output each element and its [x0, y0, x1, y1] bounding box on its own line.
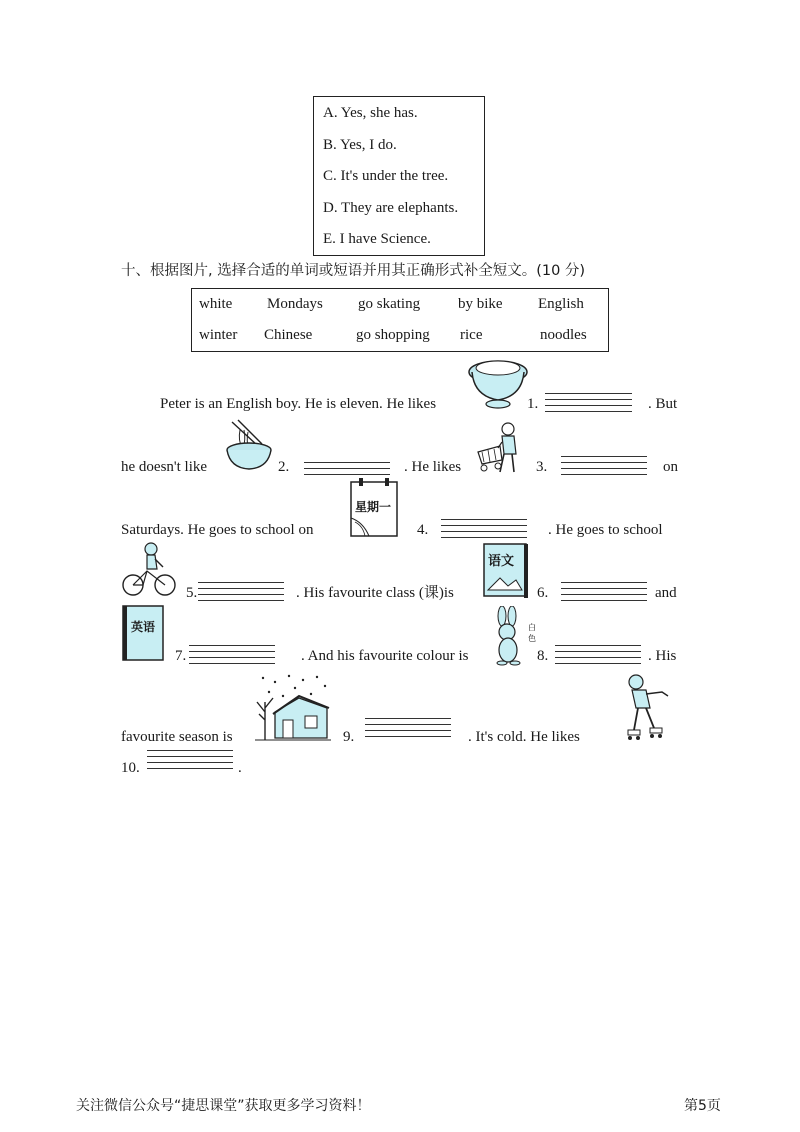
passage-line-6: favourite season is: [121, 729, 233, 745]
winter-house-icon: [255, 672, 331, 744]
rice-bowl-icon: [466, 356, 530, 412]
passage-line-5-end: . His: [648, 648, 677, 664]
english-book-icon: [121, 604, 167, 662]
answer-blank-5[interactable]: [198, 582, 284, 606]
number-7: 7.: [175, 648, 187, 664]
number-3: 3.: [536, 459, 548, 475]
word-english: English: [538, 296, 584, 312]
word-mondays: Mondays: [267, 296, 323, 312]
noodles-bowl-icon: [224, 416, 274, 472]
answer-blank-1[interactable]: [545, 393, 632, 417]
bike-rider-icon: [121, 541, 177, 599]
word-winter: winter: [199, 327, 238, 343]
passage-line-3-end: . He goes to school: [548, 522, 663, 538]
answer-blank-4[interactable]: [441, 519, 527, 543]
chinese-book-label: 语文: [488, 554, 515, 569]
number-6: 6.: [537, 585, 549, 601]
number-5: 5.: [186, 585, 198, 601]
answer-blank-6[interactable]: [561, 582, 647, 606]
number-9: 9.: [343, 729, 355, 745]
answer-blank-9[interactable]: [365, 718, 451, 742]
rabbit-color-label: 白色: [528, 623, 536, 643]
word-go-shopping: go shopping: [356, 327, 430, 343]
answer-blank-10[interactable]: [147, 750, 233, 774]
chinese-book-icon: [482, 542, 530, 600]
option-c: C. It's under the tree.: [323, 168, 449, 184]
word-chinese: Chinese: [264, 327, 313, 343]
skating-boy-icon: [624, 672, 674, 744]
number-4: 4.: [417, 522, 429, 538]
answer-blank-7[interactable]: [189, 645, 275, 669]
word-rice: rice: [460, 327, 483, 343]
calendar-monday-icon: [349, 478, 401, 538]
number-8: 8.: [537, 648, 549, 664]
word-go-skating: go skating: [358, 296, 421, 312]
passage-line-5-mid: . And his favourite colour is: [301, 648, 469, 664]
passage-line-2: he doesn't like: [121, 459, 208, 475]
passage-line-7-end: .: [238, 760, 242, 776]
word-noodles: noodles: [540, 327, 587, 343]
white-rabbit-icon: [488, 606, 540, 666]
calendar-label: 星期一: [355, 500, 392, 514]
passage-line-1-end: . But: [648, 396, 678, 412]
option-b: B. Yes, I do.: [323, 137, 397, 153]
passage-line-2-mid: . He likes: [404, 459, 462, 475]
answer-blank-8[interactable]: [555, 645, 641, 669]
section-heading: 十、根据图片, 选择合适的单词或短语并用其正确形式补全短文。(10 分): [121, 263, 586, 279]
word-white: white: [199, 296, 233, 312]
footer-note: 关注微信公众号“捷思课堂”获取更多学习资料！: [76, 1098, 371, 1114]
word-by-bike: by bike: [458, 296, 503, 312]
answer-blank-3[interactable]: [561, 456, 647, 480]
english-book-label: 英语: [131, 620, 156, 634]
option-a: A. Yes, she has.: [323, 105, 418, 121]
passage-line-4-mid: . His favourite class (课)is: [296, 585, 454, 601]
option-e: E. I have Science.: [323, 231, 431, 247]
passage-line-2-end: on: [663, 459, 678, 475]
passage-line-4-end: and: [655, 585, 677, 601]
number-2: 2.: [278, 459, 290, 475]
number-10: 10.: [121, 760, 140, 776]
passage-line-1: Peter is an English boy. He is eleven. He likes: [160, 396, 437, 412]
passage-line-6-end: . It's cold. He likes: [468, 729, 580, 745]
page-number: 第5页: [684, 1098, 721, 1114]
number-1: 1.: [527, 396, 539, 412]
option-d: D. They are elephants.: [323, 200, 459, 216]
passage-line-3: Saturdays. He goes to school on: [121, 522, 314, 538]
shopping-boy-icon: [474, 420, 522, 476]
